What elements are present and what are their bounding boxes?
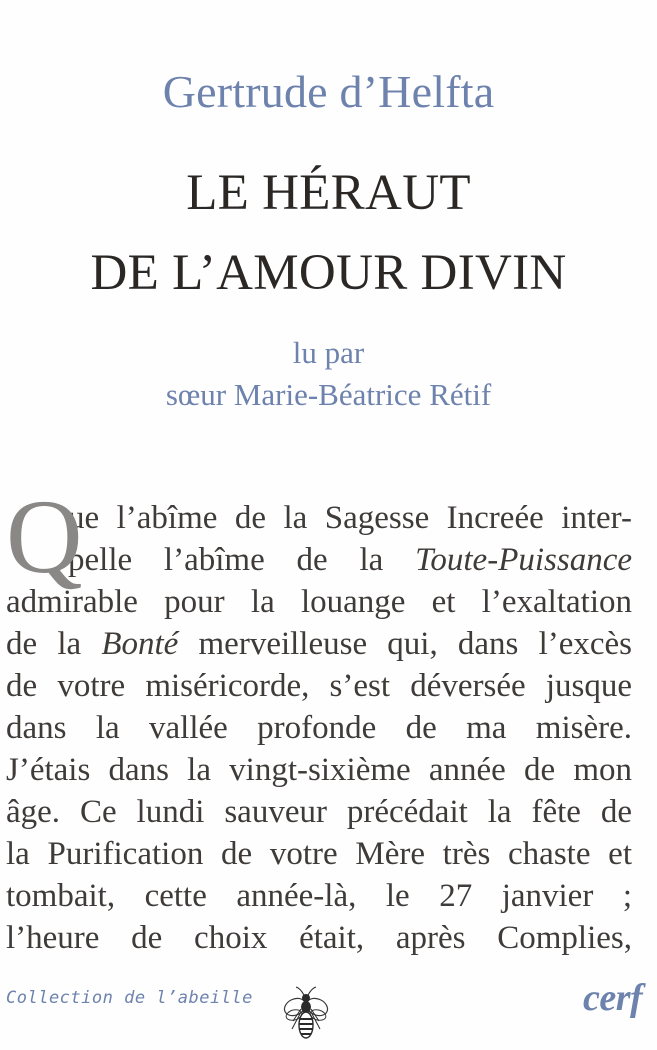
excerpt-line: J’étais dans la vingt-sixième année de mon (6, 752, 632, 788)
title-line-2: DE L’AMOUR DIVIN (90, 245, 567, 301)
excerpt-line: la Purification de votre Mère très chaste et (6, 836, 632, 872)
reader-name: sœur Marie-Béatrice Rétif (165, 377, 492, 412)
bee-icon (280, 985, 332, 1045)
excerpt-line: tombait, cette année-là, le 27 janvier ; (6, 878, 632, 914)
excerpt-fragment: de la (6, 626, 82, 662)
author-name: Gertrude d’Helfta (162, 66, 495, 117)
excerpt-line: admirable pour la louange et l’exaltation (6, 584, 632, 620)
dropcap-letter: Q (6, 478, 83, 595)
excerpt-line: de votre miséricorde, s’est déversée jusque (6, 668, 632, 704)
excerpt-fragment: pelle l’abîme de la (68, 542, 384, 578)
excerpt-line: dans la vallée profonde de ma misère. (6, 710, 632, 746)
title-line-1: LE HÉRAUT (186, 165, 471, 221)
reader-intro: lu par (292, 335, 365, 370)
publisher-logo: cerf (583, 977, 643, 1019)
excerpt-line: l’heure de choix était, après Complies, (6, 920, 632, 956)
excerpt-line: âge. Ce lundi sauveur précédait la fête de (6, 794, 632, 830)
excerpt-fragment: merveilleuse qui, dans l’excès (198, 626, 632, 662)
excerpt-line: ue l’abîme de la Sagesse Increée inter- (68, 500, 632, 536)
excerpt-italic: Toute-Puissance (415, 542, 632, 578)
series-name: Collection de l’abeille (6, 988, 253, 1008)
excerpt-line (6, 539, 632, 581)
excerpt-italic: Bonté (101, 626, 179, 662)
excerpt-line (6, 623, 632, 665)
excerpt-text (6, 478, 632, 959)
